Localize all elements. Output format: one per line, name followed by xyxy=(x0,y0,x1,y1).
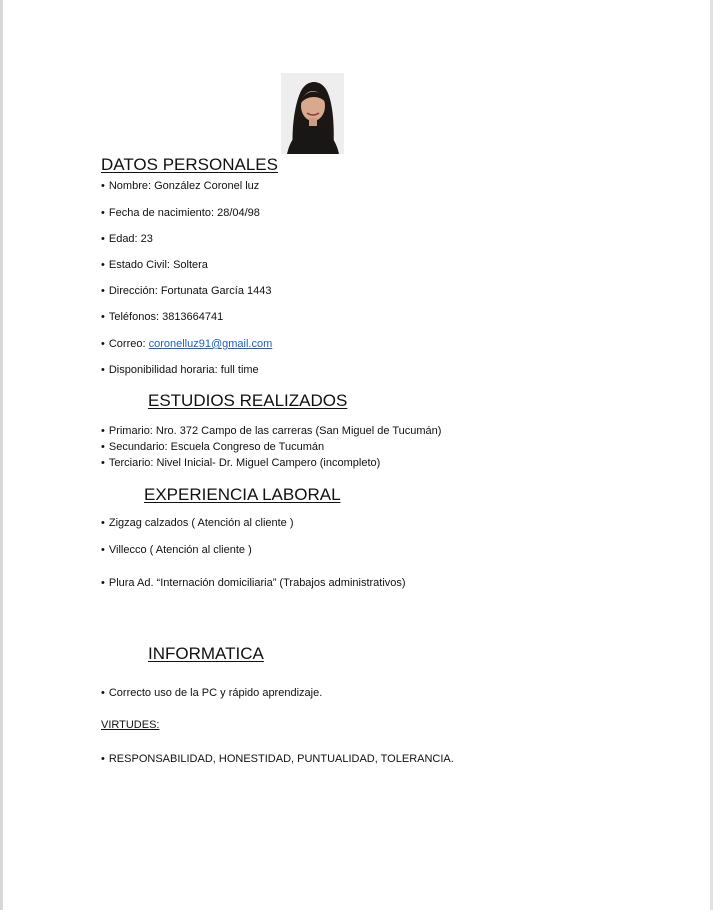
item-text: Primario: Nro. 372 Campo de las carreras (San Miguel de Tucumán) xyxy=(108,425,442,437)
item-value: 28/04/98 xyxy=(217,207,260,219)
item-label: Nombre: xyxy=(108,180,152,192)
bullet: • xyxy=(101,544,105,556)
bullet: • xyxy=(101,338,105,350)
item-text: RESPONSABILIDAD, HONESTIDAD, PUNTUALIDAD, TOLERANCIA. xyxy=(108,753,454,765)
personal-item-availability xyxy=(101,364,259,376)
studies-item-tertiary xyxy=(101,457,380,469)
studies-item-secondary xyxy=(101,441,324,453)
item-label: Disponibilidad horaria: xyxy=(108,364,218,376)
section-heading-experience: EXPERIENCIA LABORAL xyxy=(144,485,341,504)
experience-item-plura xyxy=(101,577,406,589)
bullet: • xyxy=(101,207,105,219)
bullet: • xyxy=(101,311,105,323)
item-value: González Coronel luz xyxy=(154,180,260,192)
item-value: full time xyxy=(220,364,259,376)
item-value: Fortunata García 1443 xyxy=(160,285,272,297)
item-label: Fecha de nacimiento: xyxy=(108,207,215,219)
item-text: Villecco ( Atención al cliente ) xyxy=(108,544,252,556)
item-text: Secundario: Escuela Congreso de Tucumán xyxy=(108,441,325,453)
personal-item-email xyxy=(101,338,272,350)
item-label: Estado Civil: xyxy=(108,259,170,271)
bullet: • xyxy=(101,259,105,271)
item-value: 3813664741 xyxy=(162,311,224,323)
personal-item-civil-status xyxy=(101,259,208,271)
item-text: Plura Ad. “Internación domiciliaria” (Trabajos administrativos) xyxy=(108,577,406,589)
experience-item-zigzag xyxy=(101,517,294,529)
item-text: Zigzag calzados ( Atención al cliente ) xyxy=(108,517,294,529)
personal-item-age xyxy=(101,233,153,245)
bullet: • xyxy=(101,517,105,529)
personal-item-address xyxy=(101,285,272,297)
bullet: • xyxy=(101,364,105,376)
bullet: • xyxy=(101,285,105,297)
profile-photo-image xyxy=(281,73,344,154)
item-value: 23 xyxy=(140,233,153,245)
studies-item-primary xyxy=(101,425,441,437)
personal-item-name xyxy=(101,180,259,192)
section-heading-informatics: INFORMATICA xyxy=(148,644,264,663)
email-link[interactable]: coronelluz91@gmail.com xyxy=(148,338,273,350)
virtues-item xyxy=(101,753,454,765)
profile-photo xyxy=(281,73,344,154)
item-value: Soltera xyxy=(173,259,208,271)
experience-item-villecco xyxy=(101,544,252,556)
item-text: Correcto uso de la PC y rápido aprendizaje. xyxy=(108,687,323,699)
item-text: Terciario: Nivel Inicial- Dr. Miguel Campero (incompleto) xyxy=(108,457,381,469)
section-heading-personal: DATOS PERSONALES xyxy=(101,155,278,174)
bullet: • xyxy=(101,180,105,192)
personal-item-phone xyxy=(101,311,223,323)
section-heading-virtues: VIRTUDES: xyxy=(101,719,160,731)
bullet: • xyxy=(101,753,105,765)
personal-item-birthdate xyxy=(101,207,260,219)
bullet: • xyxy=(101,457,105,469)
bullet: • xyxy=(101,441,105,453)
bullet: • xyxy=(101,687,105,699)
section-heading-studies: ESTUDIOS REALIZADOS xyxy=(148,391,348,410)
item-label: Correo: xyxy=(108,338,146,350)
bullet: • xyxy=(101,577,105,589)
item-label: Teléfonos: xyxy=(108,311,160,323)
item-label: Dirección: xyxy=(108,285,158,297)
item-label: Edad: xyxy=(108,233,138,245)
page-left-edge xyxy=(0,0,3,910)
informatics-item xyxy=(101,687,322,699)
bullet: • xyxy=(101,425,105,437)
bullet: • xyxy=(101,233,105,245)
